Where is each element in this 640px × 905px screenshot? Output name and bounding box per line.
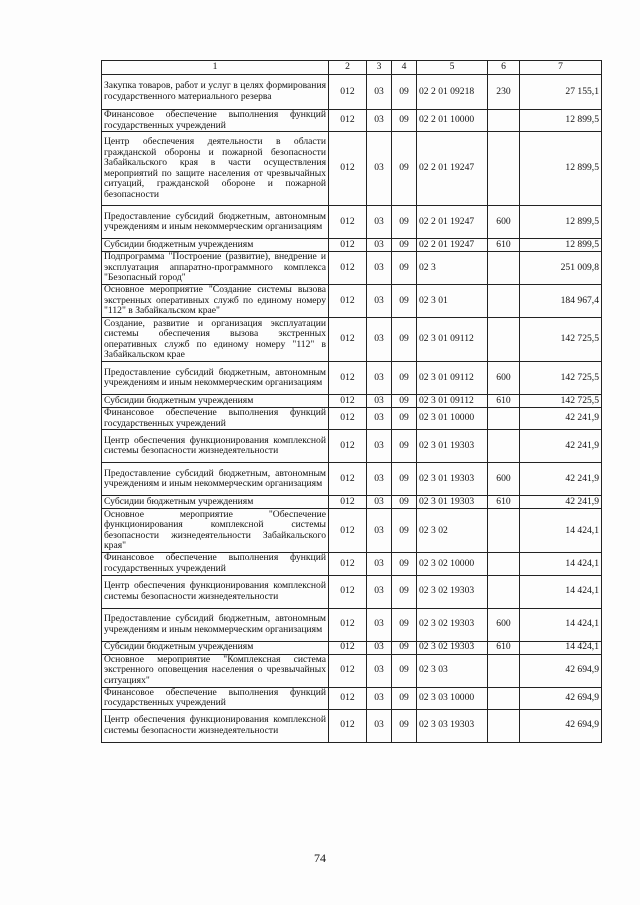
ministry-code-cell: 012	[329, 608, 367, 641]
expense-type-cell: 600	[488, 362, 520, 395]
row-name-cell: Закупка товаров, работ и услуг в целях формирования государственного материального резерва	[102, 75, 329, 110]
expense-type-cell	[488, 132, 520, 206]
subsection-code-cell: 09	[392, 285, 417, 318]
amount-cell: 184 967,4	[520, 285, 602, 318]
row-name-cell: Субсидии бюджетным учреждениям	[102, 239, 329, 252]
section-code-cell: 03	[367, 132, 392, 206]
subsection-code-cell: 09	[392, 654, 417, 687]
row-name-cell: Финансовое обеспечение выполнения функций государственных учреждений	[102, 110, 329, 132]
subsection-code-cell: 09	[392, 709, 417, 742]
ministry-code-cell: 012	[329, 687, 367, 709]
target-article-cell: 02 2 01 19247	[417, 239, 488, 252]
table-header-row	[102, 61, 602, 75]
expense-type-cell	[488, 110, 520, 132]
ministry-code-cell: 012	[329, 408, 367, 430]
row-name-cell: Финансовое обеспечение выполнения функций государственных учреждений	[102, 408, 329, 430]
target-article-cell: 02 3	[417, 252, 488, 285]
row-name-cell: Основное мероприятие "Создание системы вызова экстренных оперативных служб по единому номеру "112" в Забайкальском крае"	[102, 285, 329, 318]
target-article-cell: 02 3 03	[417, 654, 488, 687]
amount-cell: 12 899,5	[520, 206, 602, 239]
table-row	[102, 110, 602, 132]
row-name-cell: Основное мероприятие "Комплексная система экстренного оповещения населения о чрезвычайных ситуациях"	[102, 654, 329, 687]
table-row	[102, 641, 602, 654]
table-row	[102, 654, 602, 687]
amount-cell: 42 241,9	[520, 463, 602, 496]
expense-type-cell: 610	[488, 395, 520, 408]
ministry-code-cell: 012	[329, 496, 367, 509]
ministry-code-cell: 012	[329, 285, 367, 318]
table-row	[102, 395, 602, 408]
expense-type-cell	[488, 509, 520, 553]
target-article-cell: 02 2 01 10000	[417, 110, 488, 132]
target-article-cell: 02 2 01 19247	[417, 206, 488, 239]
subsection-code-cell: 09	[392, 430, 417, 463]
row-name-cell: Субсидии бюджетным учреждениям	[102, 641, 329, 654]
expense-type-cell: 600	[488, 206, 520, 239]
row-name-cell: Подпрограмма "Построение (развитие), внедрение и эксплуатация аппаратно-программного комплекса "Безопасный город"	[102, 252, 329, 285]
ministry-code-cell: 012	[329, 395, 367, 408]
subsection-code-cell: 09	[392, 110, 417, 132]
target-article-cell: 02 3 02 10000	[417, 553, 488, 575]
target-article-cell: 02 3 01 09112	[417, 362, 488, 395]
target-article-cell: 02 3 03 10000	[417, 687, 488, 709]
amount-cell: 142 725,5	[520, 395, 602, 408]
section-code-cell: 03	[367, 509, 392, 553]
section-code-cell: 03	[367, 496, 392, 509]
ministry-code-cell: 012	[329, 654, 367, 687]
ministry-code-cell: 012	[329, 709, 367, 742]
amount-cell: 42 241,9	[520, 408, 602, 430]
expense-type-cell	[488, 285, 520, 318]
column-header-5: 5	[417, 61, 488, 75]
table-row	[102, 132, 602, 206]
ministry-code-cell: 012	[329, 75, 367, 110]
row-name-cell: Субсидии бюджетным учреждениям	[102, 496, 329, 509]
section-code-cell: 03	[367, 608, 392, 641]
section-code-cell: 03	[367, 575, 392, 608]
subsection-code-cell: 09	[392, 509, 417, 553]
amount-cell: 12 899,5	[520, 132, 602, 206]
ministry-code-cell: 012	[329, 463, 367, 496]
target-article-cell: 02 3 01 19303	[417, 496, 488, 509]
expense-type-cell	[488, 553, 520, 575]
subsection-code-cell: 09	[392, 318, 417, 362]
section-code-cell: 03	[367, 395, 392, 408]
target-article-cell: 02 3 02 19303	[417, 641, 488, 654]
amount-cell: 14 424,1	[520, 553, 602, 575]
expense-type-cell	[488, 430, 520, 463]
subsection-code-cell: 09	[392, 687, 417, 709]
table-row	[102, 496, 602, 509]
page-number: 74	[314, 851, 326, 865]
table-row	[102, 75, 602, 110]
expense-type-cell: 230	[488, 75, 520, 110]
column-header-4: 4	[392, 61, 417, 75]
subsection-code-cell: 09	[392, 239, 417, 252]
column-header-2: 2	[329, 61, 367, 75]
section-code-cell: 03	[367, 687, 392, 709]
table-row	[102, 575, 602, 608]
target-article-cell: 02 3 01 19303	[417, 430, 488, 463]
expense-type-cell: 610	[488, 496, 520, 509]
target-article-cell: 02 3 01 19303	[417, 463, 488, 496]
subsection-code-cell: 09	[392, 132, 417, 206]
subsection-code-cell: 09	[392, 206, 417, 239]
subsection-code-cell: 09	[392, 252, 417, 285]
section-code-cell: 03	[367, 285, 392, 318]
table-row	[102, 362, 602, 395]
section-code-cell: 03	[367, 206, 392, 239]
section-code-cell: 03	[367, 239, 392, 252]
expense-type-cell	[488, 408, 520, 430]
subsection-code-cell: 09	[392, 395, 417, 408]
table-row	[102, 709, 602, 742]
row-name-cell: Финансовое обеспечение выполнения функций государственных учреждений	[102, 553, 329, 575]
column-header-6: 6	[488, 61, 520, 75]
table-row	[102, 553, 602, 575]
expense-type-cell: 610	[488, 641, 520, 654]
expense-type-cell	[488, 654, 520, 687]
table-row	[102, 463, 602, 496]
target-article-cell: 02 3 01 09112	[417, 318, 488, 362]
amount-cell: 42 241,9	[520, 496, 602, 509]
table-row	[102, 687, 602, 709]
section-code-cell: 03	[367, 318, 392, 362]
table-row	[102, 285, 602, 318]
expense-type-cell: 610	[488, 239, 520, 252]
section-code-cell: 03	[367, 75, 392, 110]
row-name-cell: Предоставление субсидий бюджетным, автономным учреждениям и иным некоммерческим организациям	[102, 463, 329, 496]
table-row	[102, 608, 602, 641]
amount-cell: 14 424,1	[520, 641, 602, 654]
expense-type-cell	[488, 687, 520, 709]
target-article-cell: 02 3 01 09112	[417, 395, 488, 408]
target-article-cell: 02 3 02 19303	[417, 608, 488, 641]
table-row	[102, 430, 602, 463]
subsection-code-cell: 09	[392, 575, 417, 608]
ministry-code-cell: 012	[329, 509, 367, 553]
budget-table	[101, 60, 602, 743]
subsection-code-cell: 09	[392, 408, 417, 430]
expense-type-cell: 600	[488, 463, 520, 496]
expense-type-cell	[488, 575, 520, 608]
subsection-code-cell: 09	[392, 75, 417, 110]
subsection-code-cell: 09	[392, 608, 417, 641]
ministry-code-cell: 012	[329, 318, 367, 362]
column-header-3: 3	[367, 61, 392, 75]
target-article-cell: 02 3 01 10000	[417, 408, 488, 430]
amount-cell: 142 725,5	[520, 318, 602, 362]
ministry-code-cell: 012	[329, 575, 367, 608]
table-row	[102, 509, 602, 553]
row-name-cell: Субсидии бюджетным учреждениям	[102, 395, 329, 408]
subsection-code-cell: 09	[392, 496, 417, 509]
subsection-code-cell: 09	[392, 641, 417, 654]
table-row	[102, 252, 602, 285]
section-code-cell: 03	[367, 430, 392, 463]
row-name-cell: Предоставление субсидий бюджетным, автономным учреждениям и иным некоммерческим организациям	[102, 608, 329, 641]
section-code-cell: 03	[367, 654, 392, 687]
ministry-code-cell: 012	[329, 110, 367, 132]
section-code-cell: 03	[367, 463, 392, 496]
section-code-cell: 03	[367, 362, 392, 395]
target-article-cell: 02 2 01 09218	[417, 75, 488, 110]
target-article-cell: 02 3 03 19303	[417, 709, 488, 742]
amount-cell: 42 694,9	[520, 654, 602, 687]
table-body	[102, 75, 602, 743]
table-row	[102, 318, 602, 362]
amount-cell: 27 155,1	[520, 75, 602, 110]
ministry-code-cell: 012	[329, 239, 367, 252]
expense-type-cell	[488, 318, 520, 362]
table-row	[102, 239, 602, 252]
ministry-code-cell: 012	[329, 362, 367, 395]
target-article-cell: 02 3 02	[417, 509, 488, 553]
amount-cell: 142 725,5	[520, 362, 602, 395]
target-article-cell: 02 2 01 19247	[417, 132, 488, 206]
section-code-cell: 03	[367, 709, 392, 742]
row-name-cell: Центр обеспечения деятельности в области гражданской обороны и пожарной безопасности Забайкальского края в части осуществления мероприятий по защите населения от чрезвычайных ситуаций, гражданской обороне и пожарной безопасности	[102, 132, 329, 206]
subsection-code-cell: 09	[392, 362, 417, 395]
subsection-code-cell: 09	[392, 553, 417, 575]
target-article-cell: 02 3 02 19303	[417, 575, 488, 608]
ministry-code-cell: 012	[329, 553, 367, 575]
row-name-cell: Предоставление субсидий бюджетным, автономным учреждениям и иным некоммерческим организациям	[102, 206, 329, 239]
amount-cell: 42 694,9	[520, 709, 602, 742]
section-code-cell: 03	[367, 553, 392, 575]
amount-cell: 42 241,9	[520, 430, 602, 463]
expense-type-cell	[488, 709, 520, 742]
ministry-code-cell: 012	[329, 252, 367, 285]
column-header-1: 1	[102, 61, 329, 75]
ministry-code-cell: 012	[329, 132, 367, 206]
subsection-code-cell: 09	[392, 463, 417, 496]
row-name-cell: Центр обеспечения функционирования комплексной системы безопасности жизнедеятельности	[102, 430, 329, 463]
table-row	[102, 408, 602, 430]
section-code-cell: 03	[367, 641, 392, 654]
row-name-cell: Центр обеспечения функционирования комплексной системы безопасности жизнедеятельности	[102, 575, 329, 608]
ministry-code-cell: 012	[329, 206, 367, 239]
amount-cell: 251 009,8	[520, 252, 602, 285]
section-code-cell: 03	[367, 110, 392, 132]
amount-cell: 14 424,1	[520, 608, 602, 641]
amount-cell: 12 899,5	[520, 110, 602, 132]
section-code-cell: 03	[367, 252, 392, 285]
row-name-cell: Предоставление субсидий бюджетным, автономным учреждениям и иным некоммерческим организациям	[102, 362, 329, 395]
expense-type-cell: 600	[488, 608, 520, 641]
target-article-cell: 02 3 01	[417, 285, 488, 318]
ministry-code-cell: 012	[329, 430, 367, 463]
row-name-cell: Создание, развитие и организация эксплуатации системы обеспечения вызова экстренных оперативных служб по единому номеру "112" в Забайкальском крае	[102, 318, 329, 362]
row-name-cell: Центр обеспечения функционирования комплексной системы безопасности жизнедеятельности	[102, 709, 329, 742]
ministry-code-cell: 012	[329, 641, 367, 654]
amount-cell: 42 694,9	[520, 687, 602, 709]
expense-type-cell	[488, 252, 520, 285]
amount-cell: 14 424,1	[520, 509, 602, 553]
table-row	[102, 206, 602, 239]
row-name-cell: Финансовое обеспечение выполнения функций государственных учреждений	[102, 687, 329, 709]
amount-cell: 12 899,5	[520, 239, 602, 252]
section-code-cell: 03	[367, 408, 392, 430]
column-header-7: 7	[520, 61, 602, 75]
row-name-cell: Основное мероприятие "Обеспечение функционирования комплексной системы безопасности жизнедеятельности Забайкальского края"	[102, 509, 329, 553]
amount-cell: 14 424,1	[520, 575, 602, 608]
